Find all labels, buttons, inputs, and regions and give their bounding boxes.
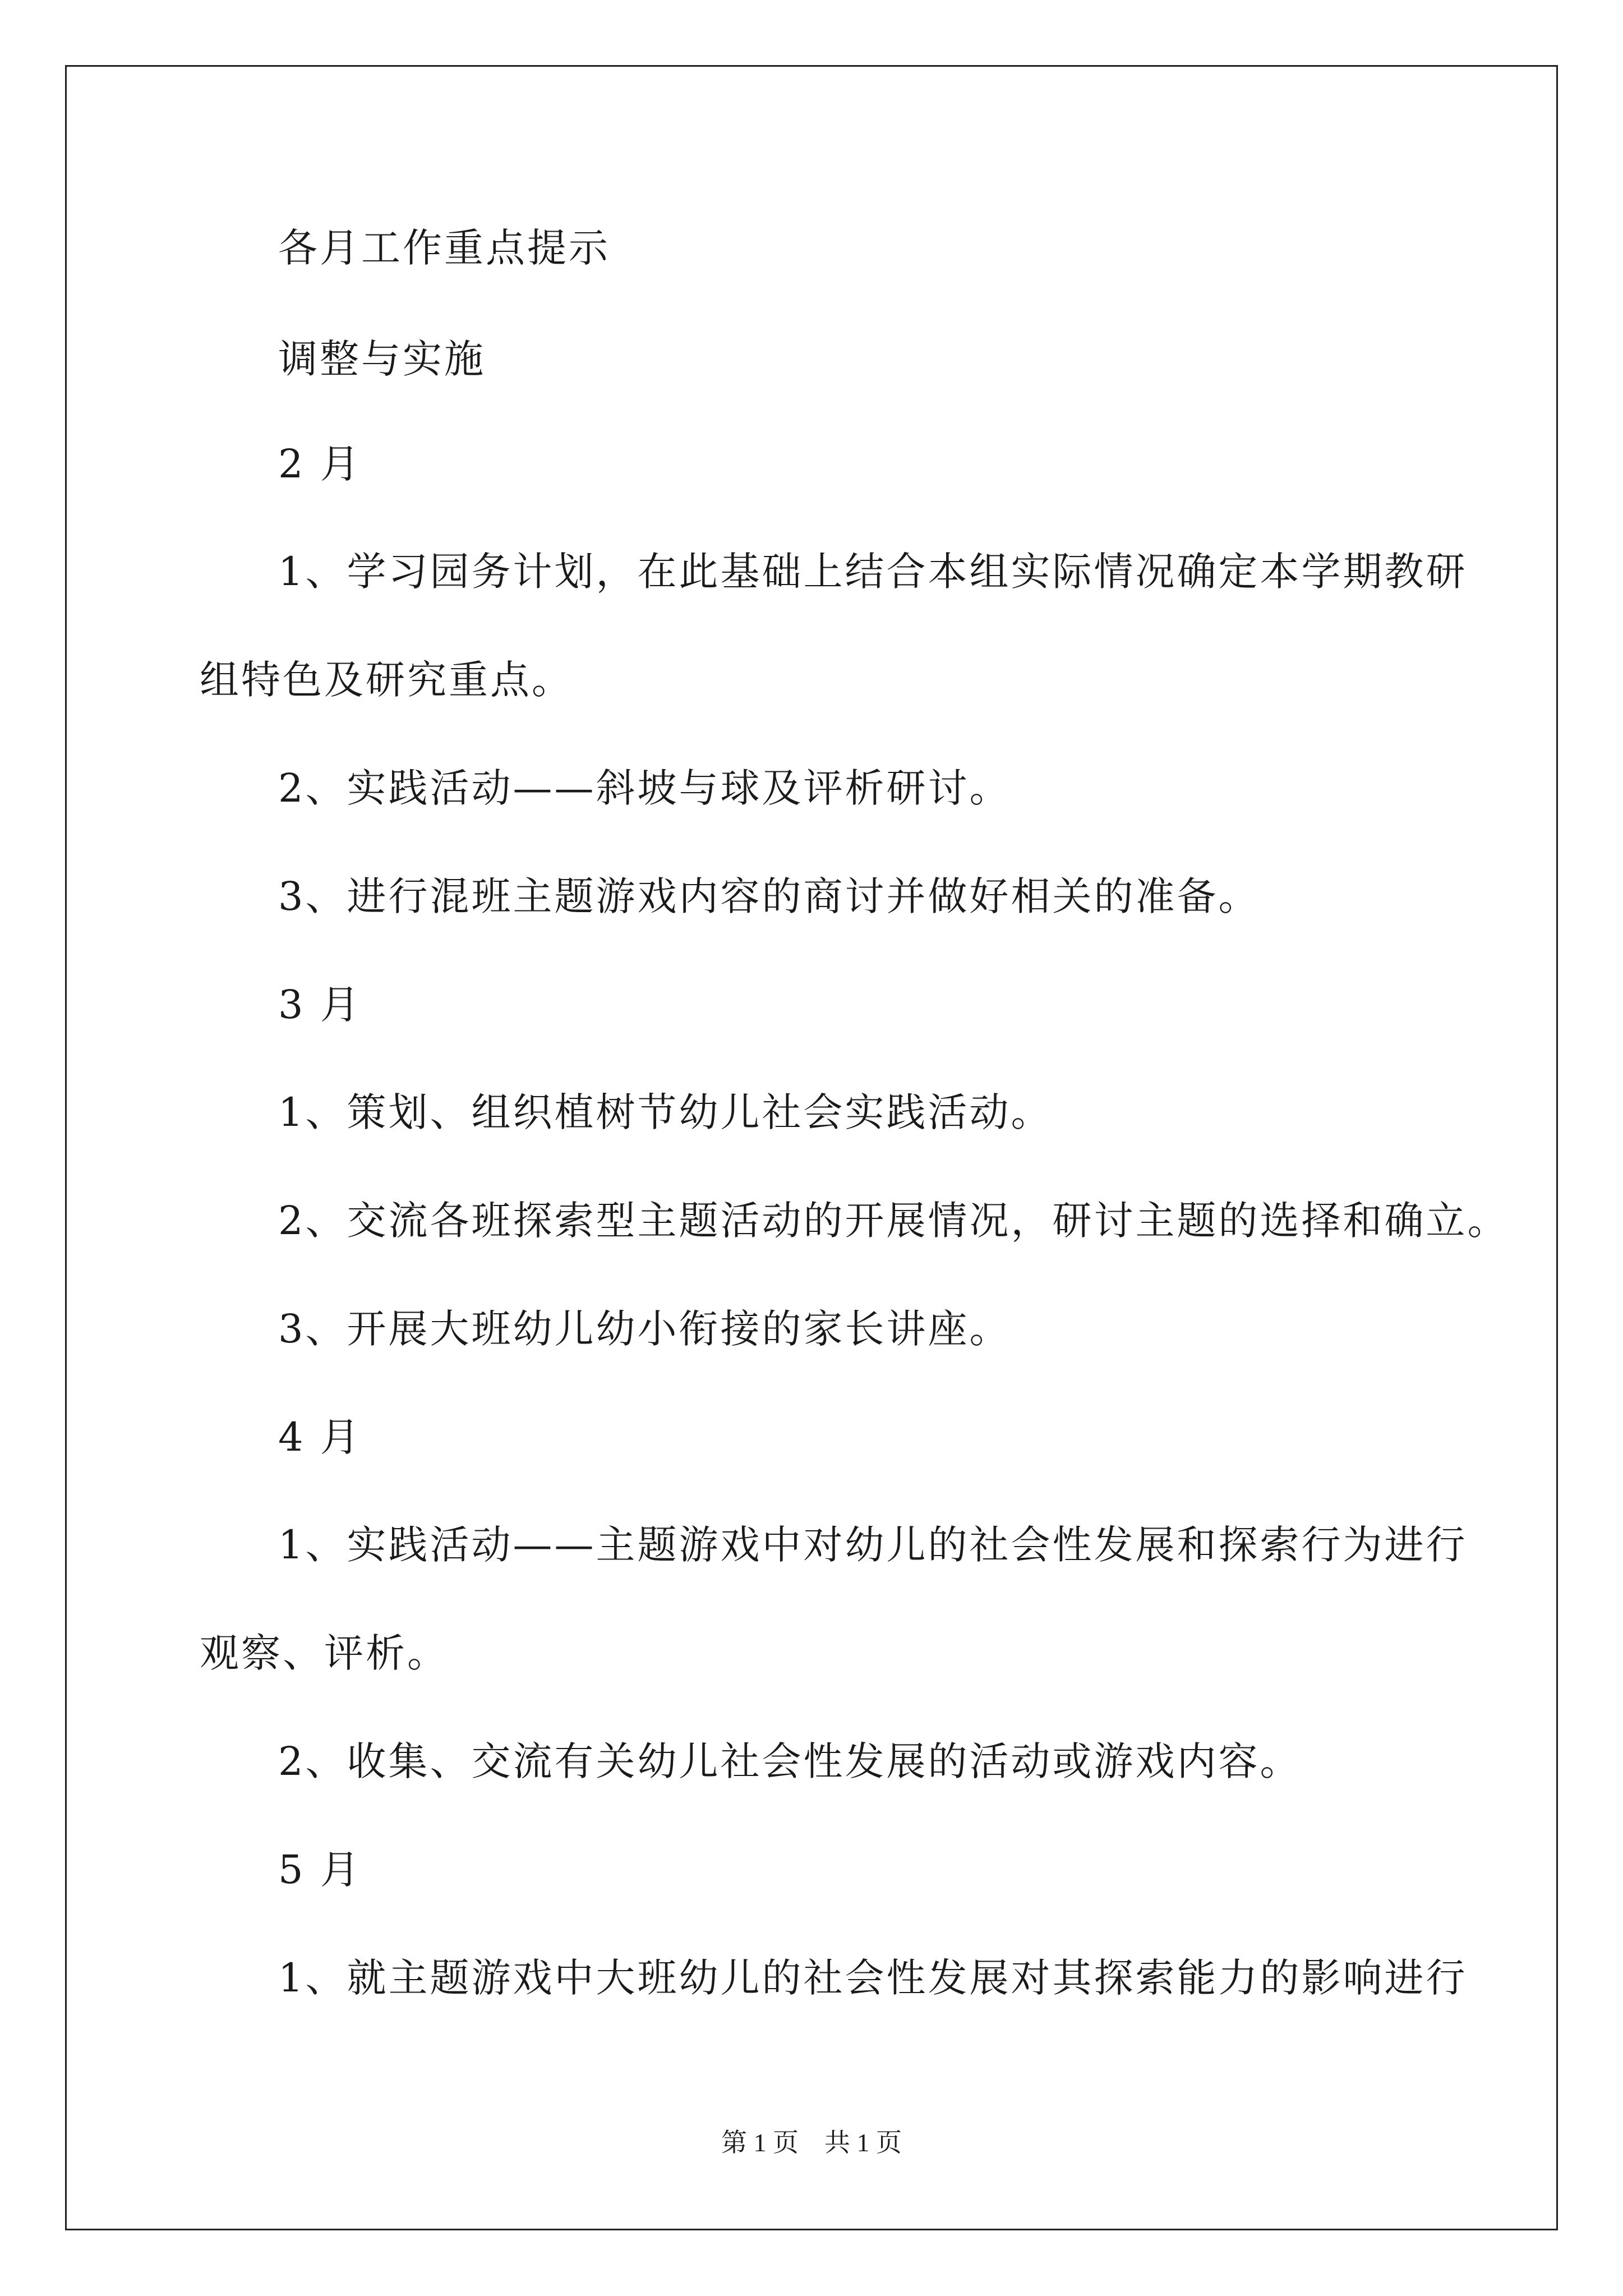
paragraph-line: 2、收集、交流有关幼儿社会性发展的活动或游戏内容。: [278, 1738, 1302, 1784]
page-total: 共 1 页: [824, 2128, 902, 2157]
month-heading: 5 月: [278, 1847, 362, 1893]
paragraph-line: 3、进行混班主题游戏内容的商讨并做好相关的准备。: [278, 873, 1260, 919]
paragraph-line: 组特色及研究重点。: [200, 657, 573, 703]
page-number: 第 1 页: [721, 2128, 799, 2157]
paragraph-line: 1、实践活动——主题游戏中对幼儿的社会性发展和探索行为进行: [278, 1522, 1468, 1568]
section-title: 各月工作重点提示: [278, 225, 610, 271]
paragraph-line: 观察、评析。: [200, 1630, 449, 1676]
paragraph-line: 2、实践活动——斜坡与球及评析研讨。: [278, 765, 1011, 811]
paragraph-line: 1、策划、组织植树节幼儿社会实践活动。: [278, 1089, 1053, 1135]
month-heading: 4 月: [278, 1414, 362, 1460]
month-heading: 3 月: [278, 982, 362, 1028]
paragraph-line: 1、就主题游戏中大班幼儿的社会性发展对其探索能力的影响进行: [278, 1955, 1468, 2001]
paragraph-line: 3、开展大班幼儿幼小衔接的家长讲座。: [278, 1306, 1011, 1352]
subsection-title: 调整与实施: [278, 336, 486, 382]
month-heading: 2 月: [278, 441, 362, 487]
paragraph-line: 2、交流各班探索型主题活动的开展情况，研讨主题的选择和确立。: [278, 1198, 1509, 1244]
paragraph-line: 1、学习园务计划，在此基础上结合本组实际情况确定本学期教研: [278, 549, 1468, 595]
page-footer: [0, 2126, 1623, 2160]
